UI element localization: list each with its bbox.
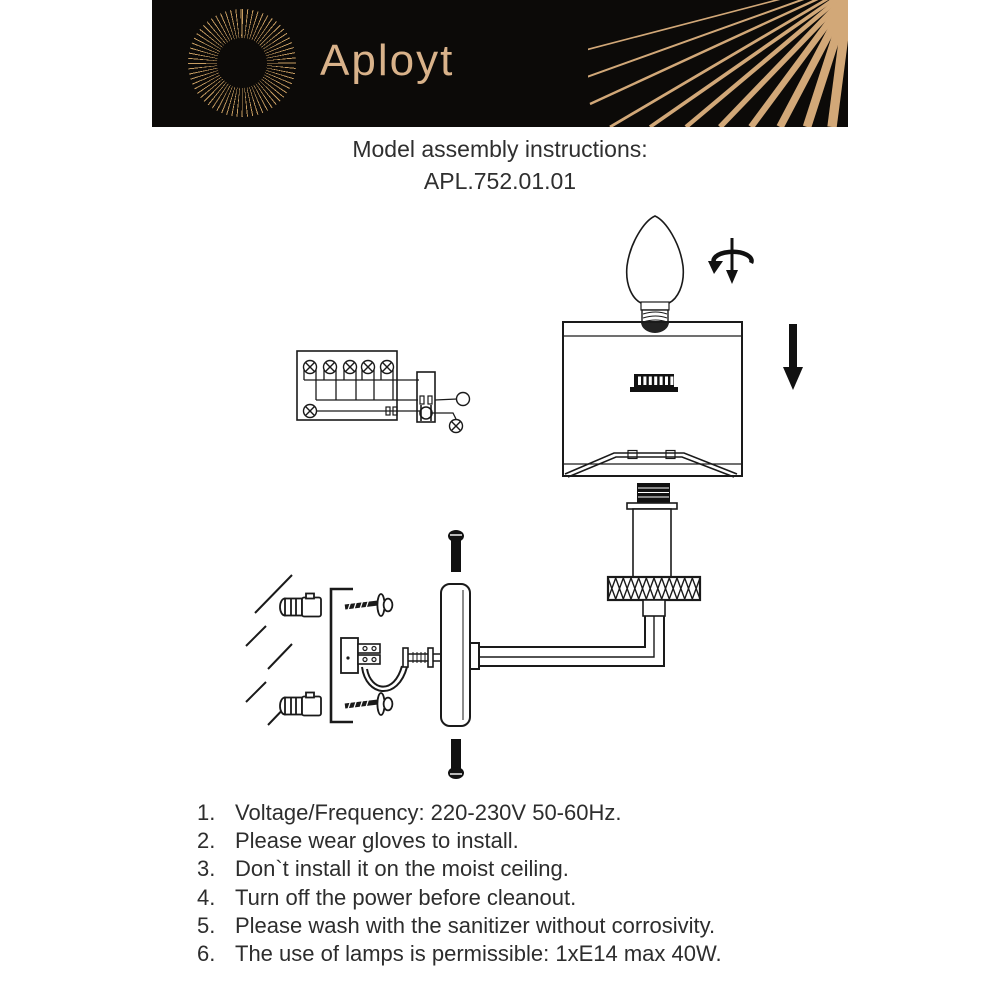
- item-number: 6.: [197, 941, 216, 967]
- page-title: Model assembly instructions:: [352, 136, 648, 162]
- instruction-item: [197, 884, 877, 912]
- shade-socket-bar: [630, 374, 678, 392]
- instruction-item: [197, 855, 877, 883]
- model-number: APL.752.01.01: [423, 168, 577, 194]
- item-number: 5.: [197, 912, 216, 938]
- wall-anchor-top-icon: [280, 594, 321, 617]
- backplate-icon: [441, 584, 470, 726]
- instruction-item: [197, 912, 877, 940]
- wires-icon: [362, 666, 407, 691]
- wall-anchor-bottom-icon: [280, 693, 321, 716]
- down-arrow-icon: [783, 324, 803, 390]
- lamp-shade-icon: [563, 322, 742, 477]
- mounting-screw-bottom-icon: [448, 739, 464, 779]
- wiring-schematic-icon: [297, 351, 470, 433]
- instruction-item: [197, 799, 877, 827]
- item-text: The use of lamps is permissible: 1xE14 max 40W.: [235, 941, 722, 967]
- item-text: Please wear gloves to install.: [235, 828, 519, 854]
- item-number: 3.: [197, 856, 216, 882]
- junction-box-icon: [341, 638, 380, 673]
- item-text: Voltage/Frequency: 220-230V 50-60Hz.: [235, 800, 622, 825]
- mounting-screw-top-icon: [448, 530, 464, 572]
- socket-cap-icon: [627, 483, 677, 577]
- threaded-stud-icon: [403, 648, 441, 667]
- bracket-screw-bottom-icon: [345, 693, 392, 715]
- crystal-zigzag-ring-icon: [608, 577, 700, 616]
- item-number: 4.: [197, 884, 216, 910]
- candle-bulb-icon: [627, 216, 684, 330]
- instruction-item: [197, 827, 877, 855]
- screw-rotation-icon: [708, 238, 752, 284]
- item-number: 2.: [197, 828, 216, 854]
- item-text: Please wash with the sanitizer without corrosivity.: [235, 912, 716, 938]
- wall-arm-icon: [469, 616, 664, 669]
- brand-name: Aployt: [320, 36, 455, 85]
- item-text: Don`t install it on the moist ceiling.: [235, 856, 569, 882]
- instruction-list: [197, 799, 877, 968]
- item-text: Turn off the power before cleanout.: [235, 884, 577, 910]
- bracket-screw-top-icon: [345, 594, 392, 616]
- instruction-item: [197, 940, 877, 968]
- item-number: 1.: [197, 800, 216, 825]
